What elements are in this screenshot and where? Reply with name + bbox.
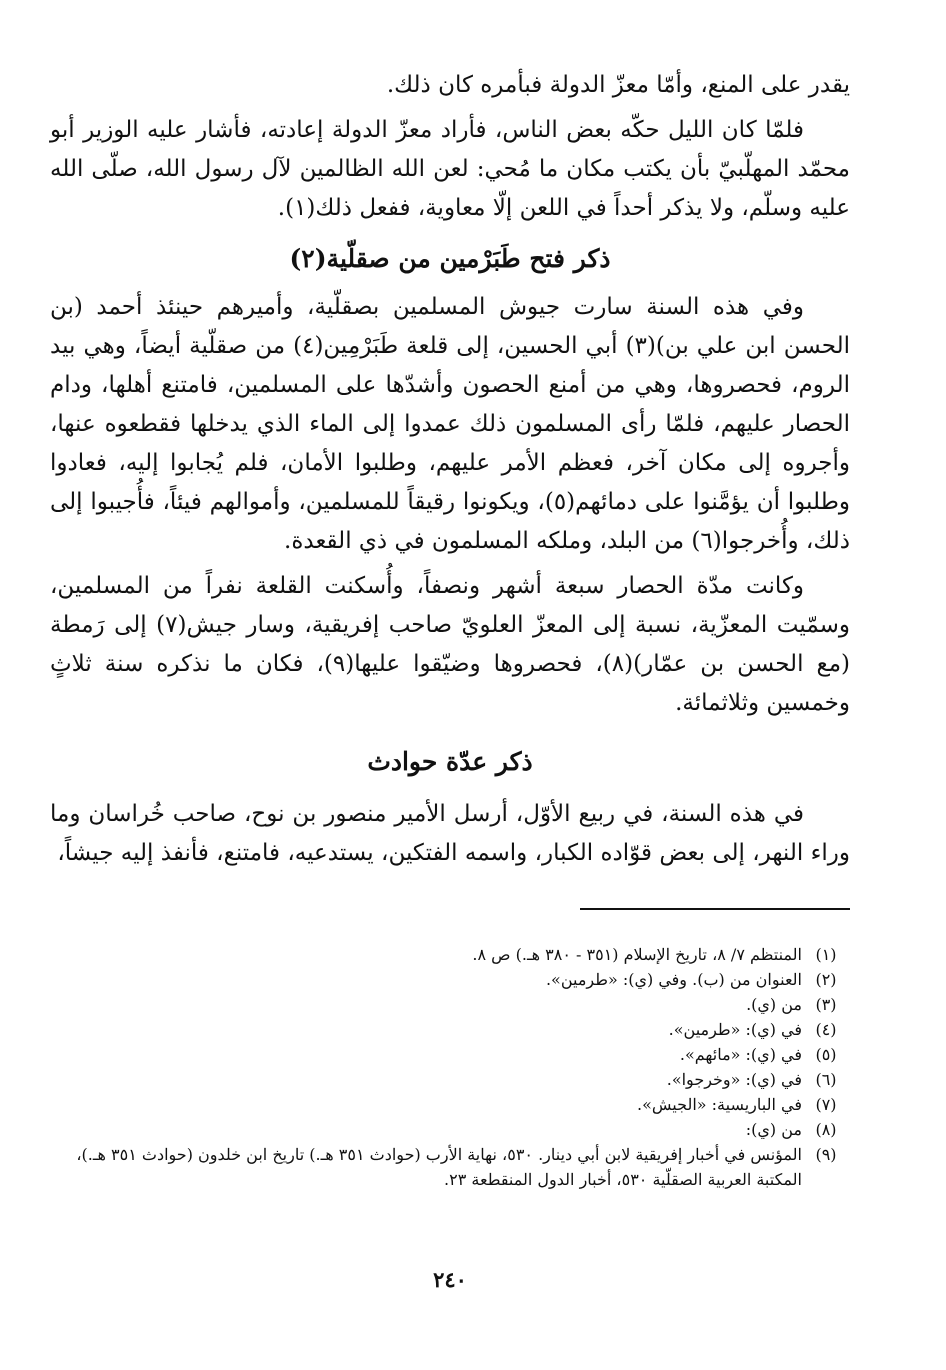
paragraph-night-erasure: فلمّا كان الليل حكّه بعض الناس، فأراد معزّ الدولة إعادته، فأشار عليه الوزير أبو محمّد المهلّبيّ بأن يكتب مكان ما مُحي: لعن الله الظالمين لآل رسول الله، صلّى الله عليه وسلّم، ولا يذكر أحداً في اللعن إلّا معاوية، ففعل ذلك(١).	[50, 117, 850, 221]
footnote-text: في (ي): «مائهم».	[679, 1045, 802, 1064]
footnote-text: المنتظم ٧/ ٨، تاريخ الإسلام (٣٥١ - ٣٨٠ هـ.) ص ٨.	[472, 945, 802, 964]
footnote-number: (٢)	[815, 970, 837, 989]
footnote-item	[50, 1042, 850, 1067]
footnote-text: من (ي):	[745, 1120, 802, 1139]
footnote-item	[50, 942, 850, 967]
footnote-number: (٤)	[815, 1020, 837, 1039]
footnote-text: في (ي): «وخرجوا».	[666, 1070, 802, 1089]
footnote-text: من (ي).	[746, 995, 802, 1014]
footnote-text: في (ي): «طرمين».	[668, 1020, 802, 1039]
footnote-item	[50, 1117, 850, 1142]
footnote-item	[50, 1142, 850, 1192]
footnote-text: العنوان من (ب). وفي (ي): «طرمين».	[545, 970, 802, 989]
footnote-number: (١)	[815, 945, 837, 964]
paragraph-continuation: يقدر على المنع، وأمّا معزّ الدولة فبأمره كان ذلك.	[386, 72, 850, 98]
footnote-item	[50, 1067, 850, 1092]
section-heading-events: ذكر عدّة حوادث	[367, 747, 533, 776]
section-heading-tabarmin: ذكر فتح طَبَرْمين من صقلّية(٢)	[289, 244, 611, 273]
footnote-text: في الباريسية: «الجيش».	[637, 1095, 802, 1114]
page-number: ٢٤٠	[433, 1267, 467, 1292]
footnote-item	[50, 992, 850, 1017]
footnote-number: (٣)	[815, 995, 837, 1014]
footnote-number: (٧)	[815, 1095, 837, 1114]
footnote-item	[50, 1092, 850, 1117]
paragraph-siege-duration: وكانت مدّة الحصار سبعة أشهر ونصفاً، وأُسكنت القلعة نفراً من المسلمين، وسمّيت المعزّية، نسبة إلى المعزّ العلويّ صاحب إفريقية، وسار جيش(٧) إلى رَمطة (مع الحسن بن عمّار)(٨)، فحصروها وضيّقوا عليها(٩)، فكان ما نذكره سنة ثلاثٍ وخمسين وثلاثمائة.	[50, 573, 851, 716]
footnote-number: (٩)	[815, 1145, 837, 1164]
footnote-divider	[580, 908, 850, 910]
footnote-item	[50, 1017, 850, 1042]
page-body	[50, 66, 851, 1292]
footnote-number: (٦)	[815, 1070, 837, 1089]
footnote-text: المؤنس في أخبار إفريقية لابن أبي دينار. ٥٣٠، نهاية الأرب (حوادث ٣٥١ هـ.) تاريخ ابن خلدون (حوادث ٣٥١ هـ.)، المكتبة العربية الصقلّية ٥٣٠، أخبار الدول المنقطعة ٢٣.	[76, 1145, 802, 1189]
paragraph-siege-tabarmin: وفي هذه السنة سارت جيوش المسلمين بصقلّية، وأميرهم حينئذ أحمد (بن الحسن ابن علي بن)(٣) أبي الحسين، إلى قلعة طَبَرْمِين(٤) من صقلّية أيضاً، وهي بيد الروم، فحصروها، وهي من أمنع الحصون وأشدّها على المسلمين، فامتنع أهلها، ودام الحصار عليهم، فلمّا رأى المسلمون ذلك عمدوا إلى الماء الذي يدخلها فقطعوه عنها، وأجروه إلى مكان آخر، فعظم الأمر عليهم، وطلبوا الأمان، فلم يُجابوا إليه، فعادوا وطلبوا أن يؤمَّنوا على دمائهم(٥)، ويكونوا رقيقاً للمسلمين، وأموالهم فيئاً، فأُجيبوا إلى ذلك، وأُخرجوا(٦) من البلد، وملكه المسلمون في ذي القعدة.	[50, 294, 850, 554]
footnote-item	[50, 967, 850, 992]
paragraph-events: في هذه السنة، في ربيع الأوّل، أرسل الأمير منصور بن نوح، صاحب خُراسان وما وراء النهر، إلى بعض قوّاده الكبار، واسمه الفتكين، يستدعيه، فامتنع، فأنفذ إليه جيشاً،	[50, 801, 850, 866]
footnotes-list	[50, 942, 850, 1192]
footnote-number: (٨)	[815, 1120, 837, 1139]
footnote-number: (٥)	[815, 1045, 837, 1064]
